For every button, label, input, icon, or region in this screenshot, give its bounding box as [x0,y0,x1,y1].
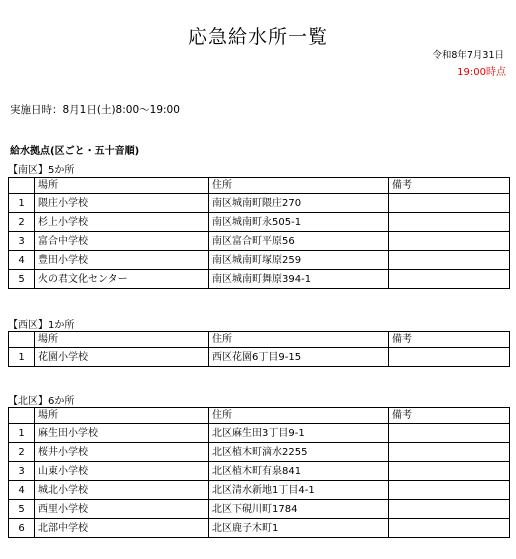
table-row [9,213,510,232]
row-number: 4 [9,481,35,500]
place-cell: 山東小学校 [35,462,209,481]
schedule-text: 実施日時：8月1日(土)8:00～19:00 [10,104,180,116]
row-number: 5 [9,500,35,519]
place-cell: 麻生田小学校 [35,424,209,443]
row-number: 1 [9,424,35,443]
table-row [9,462,510,481]
row-number: 3 [9,462,35,481]
row-number: 2 [9,213,35,232]
notes-cell [389,481,510,500]
place-cell: 北部中学校 [35,519,209,538]
address-cell: 北区下硯川町1784 [209,500,389,519]
place-cell: 豊田小学校 [35,251,209,270]
table-header-row [9,332,510,348]
row-number: 1 [9,194,35,213]
row-number: 1 [9,348,35,367]
row-number: 3 [9,232,35,251]
table-row [9,519,510,538]
header-place: 場所 [35,178,209,194]
place-cell: 杉上小学校 [35,213,209,232]
table-row [9,424,510,443]
notes-cell [389,270,510,289]
sites-table-nishi [8,331,510,367]
table-row [9,232,510,251]
notes-cell [389,232,510,251]
address-cell: 南区城南町隈庄270 [209,194,389,213]
address-cell: 南区富合町平原56 [209,232,389,251]
place-cell: 桜井小学校 [35,443,209,462]
address-cell: 南区城南町塚原259 [209,251,389,270]
sites-table-minami [8,177,510,289]
document-title: 応急給水所一覧 [187,26,328,48]
notes-cell [389,443,510,462]
header-num [9,332,35,348]
header-address: 住所 [209,178,389,194]
header-place: 場所 [35,408,209,424]
notes-cell [389,213,510,232]
place-cell: 火の君文化センター [35,270,209,289]
header-address: 住所 [209,408,389,424]
table-row [9,481,510,500]
header-num [9,178,35,194]
table-row [9,500,510,519]
address-cell: 北区植木町有泉841 [209,462,389,481]
address-cell: 北区清水新地1丁目4-1 [209,481,389,500]
table-row [9,348,510,367]
notes-cell [389,500,510,519]
table-row [9,194,510,213]
place-cell: 隈庄小学校 [35,194,209,213]
row-number: 5 [9,270,35,289]
header-notes: 備考 [389,332,510,348]
address-cell: 南区城南町舞原394-1 [209,270,389,289]
notes-cell [389,462,510,481]
header-notes: 備考 [389,408,510,424]
region-label-kita: 【北区】6か所 [8,396,75,407]
notes-cell [389,519,510,538]
address-cell: 南区城南町永505-1 [209,213,389,232]
notes-cell [389,251,510,270]
place-cell: 花園小学校 [35,348,209,367]
place-cell: 西里小学校 [35,500,209,519]
address-cell: 北区植木町滴水2255 [209,443,389,462]
address-cell: 北区麻生田3丁目9-1 [209,424,389,443]
row-number: 2 [9,443,35,462]
table-header-row [9,178,510,194]
notes-cell [389,348,510,367]
row-number: 6 [9,519,35,538]
sites-table-kita [8,407,510,538]
address-cell: 西区花園6丁目9-15 [209,348,389,367]
table-header-row [9,408,510,424]
header-place: 場所 [35,332,209,348]
table-row [9,251,510,270]
place-cell: 城北小学校 [35,481,209,500]
document-date: 令和8年7月31日 [432,50,504,61]
header-num [9,408,35,424]
document-time: 19:00時点 [457,67,506,78]
header-notes: 備考 [389,178,510,194]
region-label-nishi: 【西区】1か所 [8,320,75,331]
region-label-minami: 【南区】5か所 [8,165,75,176]
notes-cell [389,194,510,213]
section-heading: 給水拠点(区ごと・五十音順) [10,146,140,157]
place-cell: 富合中学校 [35,232,209,251]
row-number: 4 [9,251,35,270]
table-row [9,443,510,462]
address-cell: 北区鹿子木町1 [209,519,389,538]
table-row [9,270,510,289]
notes-cell [389,424,510,443]
header-address: 住所 [209,332,389,348]
